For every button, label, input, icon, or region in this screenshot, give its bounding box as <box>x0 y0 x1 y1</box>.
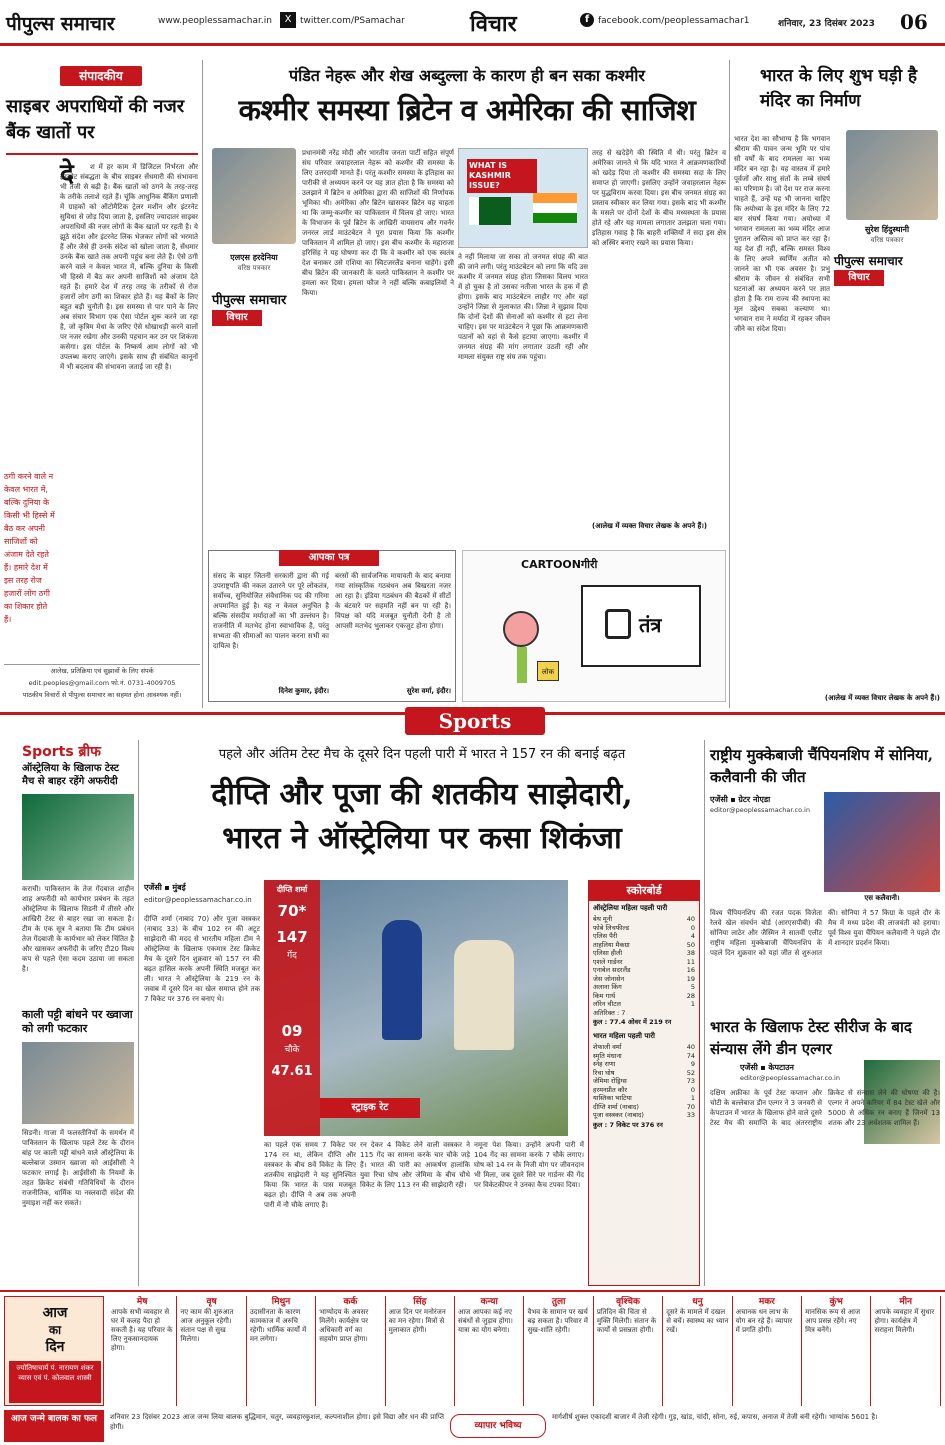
rashi-1 <box>108 1296 177 1406</box>
score-row <box>593 958 695 967</box>
elgar-body: दक्षिण अफ्रीका के पूर्व टेस्ट कप्तान और चोटी के बल्लेबाज डीन एल्गर ने 3 जनवरी से केपटाउन में भारत के खिलाफ होने वाले दूसरे टेस्ट मैच की समाप्ति के बाद अंतरराष्ट्रीय क्रिकेट से संन्यास लेने की घोषणा की है। एल्गर ने अपने करियर में 84 टेस्ट खेले और 5000 से अधिक रन बनाए हैं जिनमें 13 शतक और 23 अर्धशतक शामिल हैं। <box>710 1089 940 1127</box>
cartoon-panel <box>462 550 726 702</box>
batter-name: शेफाली वर्मा <box>593 1043 622 1051</box>
score-row <box>593 1086 695 1095</box>
boxing-dateline: एजेंसी ▪ ग्रेटर नोएडा <box>710 795 771 804</box>
facebook-link[interactable]: facebook.com/peoplessamachar1 <box>598 16 750 26</box>
score-row <box>593 924 695 933</box>
business-text: मार्गशीर्ष शुक्ल एकादशी बाजार में तेजी रहेगी। गुड़, खांड, चांदी, सोना, रुई, कपास, अनाज में तेजी बनी रहेगी। भाग्यांक 5601 है। <box>552 1413 878 1421</box>
rashi-9 <box>663 1296 732 1406</box>
main-column-3: तरह से खदेड़ेंगे की स्थिति में थी। परंतु ब्रिटेन व अमेरिका जानते थे कि यदि भारत ने आक्रमणकारियों को खदेड़ दिया तो कश्मीर की समस्या सदा के लिए समाप्त हो जाएगी। इसलिए उन्होंने जवाहरलाल नेहरू पर युद्धविराम करवा दिया। इस बीच जनमत संग्रह का प्रस्ताव स्वीकार कर लिया गया। इसके बाद भी कश्मीर के मसले पर दोनों देशों के बीच मध्यस्थता के प्रयास होते रहे और यह मामला लगातार उलझता चला गया। इतिहास गवाह है कि बाहरी शक्तियों ने सदा इस क्षेत्र को अस्थिर बनाए रखने का प्रयास किया। <box>592 149 726 247</box>
main-column-1: प्रधानमंत्री नरेंद्र मोदी और भारतीय जनता पार्टी सहित संपूर्ण संघ परिवार जवाहरलाल नेहरू को कश्मीर की समस्या के लिए उत्तरदायी मानते हैं। परंतु कश्मीर समस्या के इतिहास का पारीकी से अध्ययन करने पर यह ज्ञात होता है कि समस्या को उलझाने में ब्रिटेन व अमेरिका द्वारा की साजिशों की निर्णायक भूमिका थी। अमेरिका और ब्रिटेन खासकर ब्रिटेन यह चाहता था कि जम्मू-कश्मीर का पाकिस्तान में विलय हो जाए। भारत के विभाजन के पूर्व ब्रिटेन के आखिरी वायसराय और गवर्नर जनरल लार्ड माउंटबेटन ने पूरा प्रयास किया कि कश्मीर पाकिस्तान में शामिल हो जाए। इस बीच कश्मीर के महाराजा हरिसिंह ने यह घोषणा कर दी कि वे कश्मीर को एक स्वतंत्र देश बनाकर उसे एशिया का स्विटजरलैंड बनाना चाहेंगे। इसी बीच ब्रिटेन की जानकारी के चलते पाकिस्तान ने कश्मीर पर हमला कर दिया। हमला फौज ने नहीं बल्कि कबाइलियों ने किया। <box>302 149 454 297</box>
main-kicker: पंडित नेहरू और शेख अब्दुल्ला के कारण ही बन सका कश्मीर <box>289 66 645 85</box>
boxing-caption: एस कलैवानी। <box>864 894 900 902</box>
batter-name: स्मृति मंधाना <box>593 1051 622 1060</box>
letters-box <box>208 550 456 702</box>
batter-runs: 16 <box>686 966 695 974</box>
batter-runs: 52 <box>686 1068 695 1077</box>
letter-2: बरसों की सार्वजनिक मायावती के बाद बनाया गया सांस्कृतिक गठबंधन अब बिखरता नजर आ रहा है। इंडिया गठबंधन की बैठकों में सीटों के बंटवारे पर सहमति नहीं बन पा रही है। विपक्ष को यदि मजबूत चुनौती देनी है तो आपसी मतभेद भुलाकर एकजुट होना होगा। <box>335 572 451 630</box>
batter-name: फोबे लिचफील्ड <box>593 923 630 932</box>
team-2-rows <box>593 1043 695 1120</box>
boxing-headline: राष्ट्रीय मुक्केबाजी चैंपियनशिप में सोनिया, कलैवानी की जीत <box>710 746 933 786</box>
scorecard <box>588 880 700 1286</box>
letter-2-sign: सुरेश वर्मा, इंदौर। <box>406 687 451 695</box>
agency: एजेंसी <box>740 1063 758 1072</box>
aaj-title-3: दिन <box>45 1339 65 1355</box>
rashi-name: वृष <box>206 1297 217 1307</box>
batter-name: पूजा वस्त्रकर (नाबाद) <box>593 1111 644 1119</box>
score-row <box>593 1069 695 1078</box>
cartoon-bucket: लोक <box>537 661 559 681</box>
team-1-rows <box>593 915 695 1009</box>
rashi-name: कुंभ <box>829 1297 843 1307</box>
right-author-role: वरिष्ठ पत्रकार <box>870 236 904 244</box>
brief-photo-1 <box>22 794 134 880</box>
astrologer: ज्योतिषाचार्य पं. नारायण शंकर व्यास एवं पं. कोलवाल शास्त्री <box>9 1361 101 1403</box>
batter-name: एनाबेल सदरलैंड <box>593 966 631 974</box>
batter-name: जेस जोनासेन <box>593 974 625 983</box>
rashi-text: आज दिन पर मनोरंजन का मन रहेगा। मित्रों से मुलाकात होगी। <box>388 1308 446 1334</box>
batter-runs: 1 <box>690 1000 695 1008</box>
divider <box>6 153 198 155</box>
extras-text: अतिरिक्त : 7 <box>593 1008 626 1017</box>
score-row <box>593 983 695 992</box>
website-link[interactable]: www.peoplessamachar.in <box>158 16 272 26</box>
batter <box>382 920 422 1040</box>
footer-disclaimer: पाठकीय विचारों से पीपुल्स समाचार का सहमत होना आवश्यक नहीं। <box>22 691 182 699</box>
business-label: व्यापार भविष्य <box>450 1414 546 1438</box>
score-row <box>593 1094 695 1103</box>
rashi-text: उदासीनता के कारण कामकाज में अरुचि रहेगी। धार्मिक कार्यों में मन लगेगा। <box>249 1308 307 1343</box>
batter-name: रिचा घोष <box>593 1068 615 1077</box>
sports-email: editor@peoplessamachar.co.in <box>144 896 252 904</box>
rashifal-rule <box>0 1290 945 1292</box>
brief-label: Sports ब्रीफ <box>22 744 101 760</box>
batter-name: यास्तिका भाटिया <box>593 1094 632 1102</box>
elgar-dateline: एजेंसी ▪ केपटाउन <box>740 1063 794 1072</box>
column-divider <box>729 60 730 708</box>
stat-strip <box>264 880 320 1136</box>
scorecard-body <box>589 901 699 1132</box>
sports-banner: Sports <box>405 707 545 735</box>
right-author-photo <box>846 130 938 220</box>
agency: एजेंसी <box>144 883 162 892</box>
batter-runs: 9 <box>690 1060 695 1068</box>
batter-runs: 40 <box>686 1043 695 1051</box>
rashi-text: आज आपका कई नए संबंधों से जुड़ाव होगा। यात्रा का योग बनेगा। <box>458 1308 513 1334</box>
right-body: भारत देश का सौभाग्य है कि भगवान श्रीराम की पावन जन्म भूमि पर पांच सौ वर्षों के बाद रामलला का भव्य मंदिर बन रहा है। यह वास्तव में हमारे पूर्वजों और साधु संतों के लम्बे संघर्ष का परिणाम है। जो देश पर राज करना चाहते हैं, उन्हें यह भी जानना चाहिए कि अयोध्या के इस मंदिर के लिए 72 बार संघर्ष किया गया। अयोध्या में भगवान रामलला का भव्य मंदिर आज पुरातन अस्तित्व को प्राप्त कर रहा है। यह देश ही नहीं, बल्कि समस्त विश्व के लिए अपने स्वर्णिम अतीत को जानने का भी एक अवसर है। प्रभु श्रीराम के जीवन से संबंधित सभी घटनाओं का अध्ययन करने पर ज्ञात होता है कि राम राज्य की स्थापना का मूल उद्देश्य सबका कल्याण था। भगवान राम ने मर्यादा में रहकर जीवन जीने का संदेश दिया। <box>734 135 830 333</box>
team-2-label: भारत महिला पहली पारी <box>593 1032 655 1040</box>
rashi-10 <box>733 1296 802 1406</box>
rashi-2 <box>177 1296 246 1406</box>
rashi-name: वृश्चिक <box>616 1297 640 1307</box>
x-icon: X <box>280 12 296 28</box>
elgar-headline: भारत के खिलाफ टेस्ट सीरीज के बाद संन्यास लेंगे डीन एल्गर <box>710 1018 912 1058</box>
rashi-name: मीन <box>899 1297 913 1307</box>
brief-headline-1: ऑस्ट्रेलिया के खिलाफ टेस्ट मैच से बाहर रहेंगे अफरीदी <box>22 763 119 787</box>
issue-date: शनिवार, 23 दिसंबर 2023 <box>778 19 875 29</box>
batter-runs: 50 <box>686 940 695 949</box>
cartoon-character <box>503 611 539 647</box>
agency: एजेंसी <box>710 795 728 804</box>
author-name: एलएस हरदेनिया <box>230 253 278 262</box>
batter-name: स्नेह राणा <box>593 1060 616 1068</box>
rashi-text: नए काम की शुरुआत आज अनुकूल रहेगी। संतान पक्ष से सुख मिलेगा। <box>180 1308 234 1343</box>
sports-body-4: नमूना पेश किया। उन्होंने अपनी पारी में 104 गेंद का सामना करके 7 चौके लगाए। घोष को 14 रन के निजी योग पर जीवनदान भी मिला, जब दूसरे सिरे पर गार्डनर की गेंद पर विकेटकीपर ने उनका कैच टपका दिया। <box>474 1141 584 1189</box>
batter-runs: 1 <box>690 1094 695 1102</box>
brand-logo: पीपुल्स समाचार <box>212 293 287 308</box>
rashi-text: दूसरे के मामले में दखल से बचें। स्वास्थ्य का ध्यान रखें। <box>666 1308 729 1334</box>
city: मुंबई <box>172 883 186 892</box>
score-row <box>593 1000 695 1009</box>
cartoon-body <box>517 647 527 683</box>
rashi-4 <box>316 1296 385 1406</box>
logo: पीपुल्स समाचार <box>6 13 115 35</box>
pakistan-flag <box>469 197 511 225</box>
score-row <box>593 941 695 950</box>
brief-headline-2: काली पट्टी बांधने पर ख्वाजा को लगी फटकार <box>22 1008 133 1035</box>
main-column-2: ने नहीं मिलाया जा सका तो जनमत संग्रह की बात की जाने लगी। परंतु माउंटबेटन को लगा कि यदि उस कश्मीर में जनमत संग्रह होता जिसका विलय भारत में हो चुका है तो उसका नतीजा भारत के हक में ही होगा। इसके बाद माउंटबेटन लाहौर गए और वहां उन्होंने जिन्ना से मुलाकात की। जिन्ना ने सुझाव दिया कि दोनों देशों की सेनाओं को कश्मीर से हटा लेना चाहिए। इस पर माउंटबेटन ने पूछा कि आक्रमणकारी पठानों को वहां से कैसे हटाया जाएगा। कश्मीर में जनमत संग्रह की मांग लगातार उठती रही और मामला संयुक्त राष्ट्र संघ तक पहुंचा। <box>458 253 588 361</box>
boxing-body: विश्व चैंपियनशिप की रजत पदक विजेता रेलवे खेल संवर्धन बोर्ड (आरएसपीबी) की सोनिया लाठेर और जैस्मिन ने सातवीं एलीट राष्ट्रीय महिला मुक्केबाजी चैंपियनशिप के पहले दिन शुक्रवार को यहां जीत से शुरुआत की। सोनिया ने 57 किग्रा के पहले दौर के मैच में मध्य प्रदेश की लाजवंती को हराया। पूर्व विश्व युवा चैंपियन कलैवानी ने पहले दौर में शानदार प्रदर्शन किया। <box>710 909 940 957</box>
footer-contact: edit.peoples@gmail.com फो.नं. 0731-4009705 <box>28 679 176 687</box>
batter-name: दीप्ति शर्मा (नाबाद) <box>593 1102 639 1111</box>
player-strike-rate: 47.61 <box>271 1064 313 1079</box>
rashi-text: प्रतिदिन की चिंता से मुक्ति मिलेगी। संतान के कार्यों से प्रसन्नता होगी। <box>596 1308 657 1334</box>
kashmir-image <box>458 148 588 248</box>
twitter-link[interactable]: twitter.com/PSamachar <box>300 16 405 26</box>
main-footnote: (आलेख में व्यक्त विचार लेखक के अपने हैं।) <box>592 522 708 530</box>
letter-1-sign: दिनेश कुमार, इंदौर। <box>278 687 329 695</box>
editorial-body: श में हर काम में डिजिटल निर्भरता और इंटरनेट संबद्धता के बीच साइबर सेंधमारी की संभावना भी तेजी से बढ़ी है। बैंक खातों को ठगने के तरह-तरह के तरीके तलाशे रहते हैं। चूंकि आधुनिक बैंकिंग प्रणाली में ग्राहकों को ऑटोमैटिक ट्रेलर मशीन और इंटरनेट सुविधा से जोड़ दिया जाता है, इसलिए ज्यादातर साइबर अपराधियों की नजर लोगों के बैंक खातों पर रहती है। ये झूठे संदेश और इंटरनेट लिंक भेजकर लोगों को भरमाते हैं और जैसे ही उनके संदेश को खोला जाता है, सेंधमार उनके बैंक खाते तक अपनी पहुंच बना लेते हैं। ऐसे ठगी करने वाले न केवल भारत में, बल्कि दुनिया के किसी भी हिस्से में बैठ कर अपनी साजिशों को अंजाम देते रहते हैं। हमारे देश में तरह तरह के तरीकों से रोज हजारों लोग ठगी का शिकार होते हैं। यह बैंकों के लिए बहुत बड़ी चुनौती है। इस समस्या से पार पाने के लिए अब संचार विभाग एक ऐसा पोर्टल शुरू करने जा रहा है, जो कृत्रिम मेधा के जरिए ऐसे धोखाधड़ी करने वालों पर नजर रखेगा और उनकी पहचान कर उन पर शिकंजा कसेगा। इस पोर्टल के निष्कर्ष आम लोगों को भी उपलब्ध कराए जाएंगे। इसके साथ ही संबंधित कानूनों में भी बदलाव की संभावना जताई जा रही है। <box>60 163 198 371</box>
rashi-text: अचानक धन लाभ के योग बन रहे हैं। व्यापार में प्रगति होगी। <box>735 1308 793 1334</box>
birthday-text: शनिवार 23 दिसंबर 2023 आज जन्म लिया बालक बुद्धिमान, चतुर, व्यवहारकुशल, कल्पनाशील होगा। इसे विद्या और धन की प्राप्ति होगी। <box>110 1413 444 1431</box>
column-divider <box>202 60 203 708</box>
right-brand-logo: पीपुल्स समाचार <box>834 254 903 268</box>
drop-cap: दे <box>60 159 74 189</box>
section-title: विचार <box>470 11 517 37</box>
right-headline: भारत के लिए शुभ घड़ी है मंदिर का निर्माण <box>760 66 918 111</box>
main-headline: कश्मीर समस्या ब्रिटेन व अमेरिका की साजिश <box>238 93 696 127</box>
team-1-label: ऑस्ट्रेलिया महिला पहली पारी <box>593 904 668 912</box>
rashi-name: मकर <box>758 1297 775 1307</box>
batter-name: हरमनप्रीत कौर <box>593 1085 628 1094</box>
rashi-name: कन्या <box>480 1297 498 1307</box>
fours-label: चौके <box>284 1045 300 1055</box>
score-row <box>593 1052 695 1061</box>
score-row <box>593 915 695 924</box>
batter-name: ताहलिया मैकग्रा <box>593 940 630 949</box>
player-balls: 147 <box>276 928 308 946</box>
sports-body-3: रन देकर 4 विकेट लेने वाली वस्त्रकर ने 115 गेंद का सामना करके चार चौके जड़े हैं। भारत की पारी का आकर्षण हालांकि युवा रिचा घोष और जेमिमा के बीच चौथे विकेट के लिए 113 रन की साझेदारी रही। <box>360 1141 470 1189</box>
batter-runs: 70 <box>686 1102 695 1111</box>
rashi-name: धनु <box>692 1297 703 1307</box>
batter-name: जेमिमा रोड्रिग्स <box>593 1077 627 1085</box>
sports-headline-2: भारत ने ऑस्ट्रेलिया पर कसा शिकंजा <box>222 821 622 856</box>
brief-text-1: कराची। पाकिस्तान के तेज गेंदबाज शाहीन शाह अफरीदी को कार्यभार प्रबंधन के तहत ऑस्ट्रेलिया के खिलाफ सिडनी में तीसरे और आखिरी टेस्ट से बाहर रखा जा सकता है। टीम के एक सूत्र ने बताया कि टीम प्रबंधन तेज गेंदबाजी के कार्यभार को लेकर चिंतित है और खासकर अफरीदी के जरिए टी20 विश्व कप से पहले ऐसा कदम उठाया जा सकता है। <box>22 885 134 973</box>
editorial-label: संपादकीय <box>60 66 142 86</box>
rashi-name: कर्क <box>343 1297 358 1307</box>
rashi-name: मिथुन <box>271 1297 291 1307</box>
rashi-3 <box>247 1296 316 1406</box>
brand-tag: विचार <box>212 310 262 326</box>
batter-name: एलिस पैरी <box>593 932 618 940</box>
rashi-text: आपके व्यवहार में सुधार होगा। कार्यक्षेत्र में सराहना मिलेगी। <box>874 1308 935 1334</box>
rashi-8 <box>594 1296 663 1406</box>
score-row <box>593 966 695 975</box>
rashi-7 <box>524 1296 593 1406</box>
scorecard-title: स्कोरबोर्ड <box>589 881 699 901</box>
balls-label: गेंद <box>287 951 297 961</box>
brief-photo-2 <box>22 1042 134 1124</box>
page-number: 06 <box>900 10 928 34</box>
column-divider <box>704 740 705 1286</box>
score-row <box>593 992 695 1001</box>
editorial-pullquote: ठगी करने वाले न केवल भारत में, बल्कि दुनिया के किसी भी हिस्से में बैठ कर अपनी साजिशों को अंजाम देते रहते हैं। हमारे देश में इस तरह रोज हजारों लोग ठगी का शिकार होते हैं। <box>4 472 55 624</box>
city: ग्रेटर नोएडा <box>738 795 771 804</box>
batter-runs: 73 <box>686 1077 695 1085</box>
batter-runs: 19 <box>686 974 695 983</box>
sports-headline-1: दीप्ति और पूजा की शतकीय साझेदारी, <box>211 777 633 812</box>
brief-text-2: सिडनी। गाजा में फलस्तीनियों के समर्थन में पाकिस्तान के खिलाफ पहले टेस्ट के दौरान बांह पर काली पट्टी बांधने वाले ऑस्ट्रेलिया के बल्लेबाज उस्मान ख्वाजा को आईसीसी ने फटकार लगाई है। आईसीसी के नियमों के तहत क्रिकेट संबंधी गतिविधियों के दौरान राजनीतिक, धार्मिक या नस्लवादी संदेश की नुमाइश नहीं कर सकते। <box>22 1129 134 1207</box>
aaj-ka-din-box <box>4 1296 104 1406</box>
rashi-11 <box>802 1296 871 1406</box>
score-row <box>593 975 695 984</box>
sports-body-1: दीप्ति शर्मा (नाबाद 70) और पूजा वस्त्रकर (नाबाद 33) के बीच 102 रन की अटूट साझेदारी की मदद से भारतीय महिला टीम ने ऑस्ट्रेलिया के खिलाफ एकमात्र टेस्ट क्रिकेट मैच के दूसरे दिन शुक्रवार को 157 रन की बढ़त हासिल करके अपनी स्थिति मजबूत कर ली। भारत ने ऑस्ट्रेलिया के 219 रन के जवाब में दूसरे दिन का खेल समाप्त होने तक 7 विकेट पर 376 रन बनाए थे। <box>144 915 260 1003</box>
score-row <box>593 932 695 941</box>
india-flag <box>533 193 577 223</box>
rashi-text: आपके सभी व्यवहार से घर में कलह पैदा हो सकती है। यह परिवार के लिए नुकसानदायक होगा। <box>111 1308 173 1352</box>
match-photo <box>264 880 568 1136</box>
batter-runs: 40 <box>686 915 695 923</box>
aaj-title-1: आज <box>42 1305 68 1321</box>
lock-icon <box>605 609 631 639</box>
batter-name: बेथ मूनी <box>593 915 613 923</box>
rashi-row <box>108 1296 941 1406</box>
letter-1: संसद के बाहर जितनी सरकारी द्वारा की गई उपराष्ट्रपति की नकल उतारने पर पूरे लोकतंत्र, सर्वोच्च, सुनियोजित संवैधानिक पद की गरिमा अपमानित हुई है। यह न केवल अनुचित है बल्कि संसदीय मर्यादाओं का भी उल्लंघन है। राजनीति में मतभेद होना स्वाभाविक है, परंतु सभ्यता की सीमाओं का पालन करना सभी का दायित्व है। <box>213 572 329 650</box>
masthead <box>0 0 945 46</box>
player-fours: 09 <box>281 1022 303 1040</box>
letters-label: आपका पत्र <box>279 550 379 566</box>
birthday-label: आज जन्मे बालक का फल <box>4 1410 104 1442</box>
batter-name: किम गार्थ <box>593 991 616 1000</box>
player-name: दीप्ति शर्मा <box>276 885 308 894</box>
wicketkeeper <box>454 940 514 1050</box>
score-row <box>593 1043 695 1052</box>
rashi-text: वैभव के सामान पर खर्च बढ़ सकता है। परिवार में सुख-शांति रहेगी। <box>527 1308 588 1334</box>
rashi-6 <box>455 1296 524 1406</box>
batter-runs: 38 <box>686 949 695 957</box>
column-divider <box>138 740 139 1286</box>
batter-runs: 0 <box>690 923 695 932</box>
team-1-total: कुल : 77.4 ओवर में 219 रन <box>593 1018 672 1026</box>
right-footnote: (आलेख में व्यक्त विचार लेखक के अपने हैं।) <box>824 694 940 702</box>
score-row <box>593 949 695 958</box>
batter-name: लॉरेन चीटल <box>593 1000 621 1008</box>
editorial-headline: साइबर अपराधियों की नजर बैंक खातों पर <box>6 96 185 143</box>
elgar-email: editor@peoplessamachar.co.in <box>740 1074 840 1082</box>
author-role: वरिष्ठ पत्रकार <box>237 264 271 272</box>
score-row <box>593 1077 695 1086</box>
sports-kicker: पहले और अंतिम टेस्ट मैच के दूसरे दिन पहली पारी में भारत ने 157 रन की बनाई बढ़त <box>218 747 626 762</box>
batter-runs: 33 <box>686 1111 695 1119</box>
extras <box>593 1009 695 1018</box>
player-runs: 70* <box>277 902 307 920</box>
score-row <box>593 1111 695 1120</box>
author-photo <box>212 148 296 244</box>
strike-rate-label: स्ट्राइक रेट <box>320 1098 420 1118</box>
rashi-name: मेष <box>136 1297 148 1307</box>
rashi-12 <box>871 1296 940 1406</box>
cartoon-board <box>581 585 701 667</box>
batter-runs: 28 <box>686 991 695 1000</box>
footer-line: आलेख, प्रतिक्रिया एवं सुझावों के लिए संपर्क <box>50 667 154 675</box>
cartoon-board-text: तंत्र <box>639 613 662 637</box>
kashmir-image-label: WHAT IS KASHMIR ISSUE? <box>467 159 537 193</box>
facebook-icon: f <box>580 13 594 27</box>
score-row <box>593 1060 695 1069</box>
city: केपटाउन <box>768 1063 794 1072</box>
cartoon-title: CARTOONगीरी <box>521 558 598 571</box>
sports-dateline: एजेंसी ▪ मुंबई <box>144 883 186 892</box>
batter-runs: 11 <box>686 957 695 966</box>
rashi-text: भाग्योदय के अवसर मिलेंगे। कार्यक्षेत्र पर अधिकारी वर्ग का सहयोग प्राप्त होगा। <box>319 1308 369 1343</box>
aaj-title-2: का <box>48 1323 62 1337</box>
batter-name: एलिसा हीली <box>593 949 623 957</box>
batter-runs: 74 <box>686 1051 695 1060</box>
rashi-text: मानसिक रूप से आज आप प्रसन्न रहेंगे। नए मित्र बनेंगे। <box>805 1308 861 1334</box>
right-author-name: सुरेश हिंदुस्थानी <box>864 225 910 234</box>
right-brand-tag: विचार <box>834 270 884 286</box>
editorial-footer <box>4 664 200 704</box>
score-row <box>593 1103 695 1112</box>
sports-body-2: का पहले एक समय 7 विकेट पर 174 रन था, लेकिन दीप्ति और वस्त्रकर के बीच 8वें विकेट के लिए शतकीय साझेदारी ने यह सुनिश्चित किया कि भारत के पास मजबूत बढ़त हो। दीप्ति ने अब तक अपनी पारी में नौ चौके लगाए हैं। <box>264 1141 356 1209</box>
team-2-total: कुल : 7 विकेट पर 376 रन <box>593 1120 663 1129</box>
boxing-email: editor@peoplessamachar.co.in <box>710 806 810 814</box>
rashi-name: तुला <box>551 1297 566 1307</box>
batter-name: एशले गार्डनर <box>593 957 623 966</box>
batter-runs: 5 <box>690 983 695 991</box>
batter-name: अलाना किंग <box>593 983 622 991</box>
rashi-5 <box>386 1296 455 1406</box>
batter-runs: 0 <box>690 1085 695 1094</box>
batter-runs: 4 <box>690 932 695 940</box>
rashi-name: सिंह <box>413 1297 427 1307</box>
